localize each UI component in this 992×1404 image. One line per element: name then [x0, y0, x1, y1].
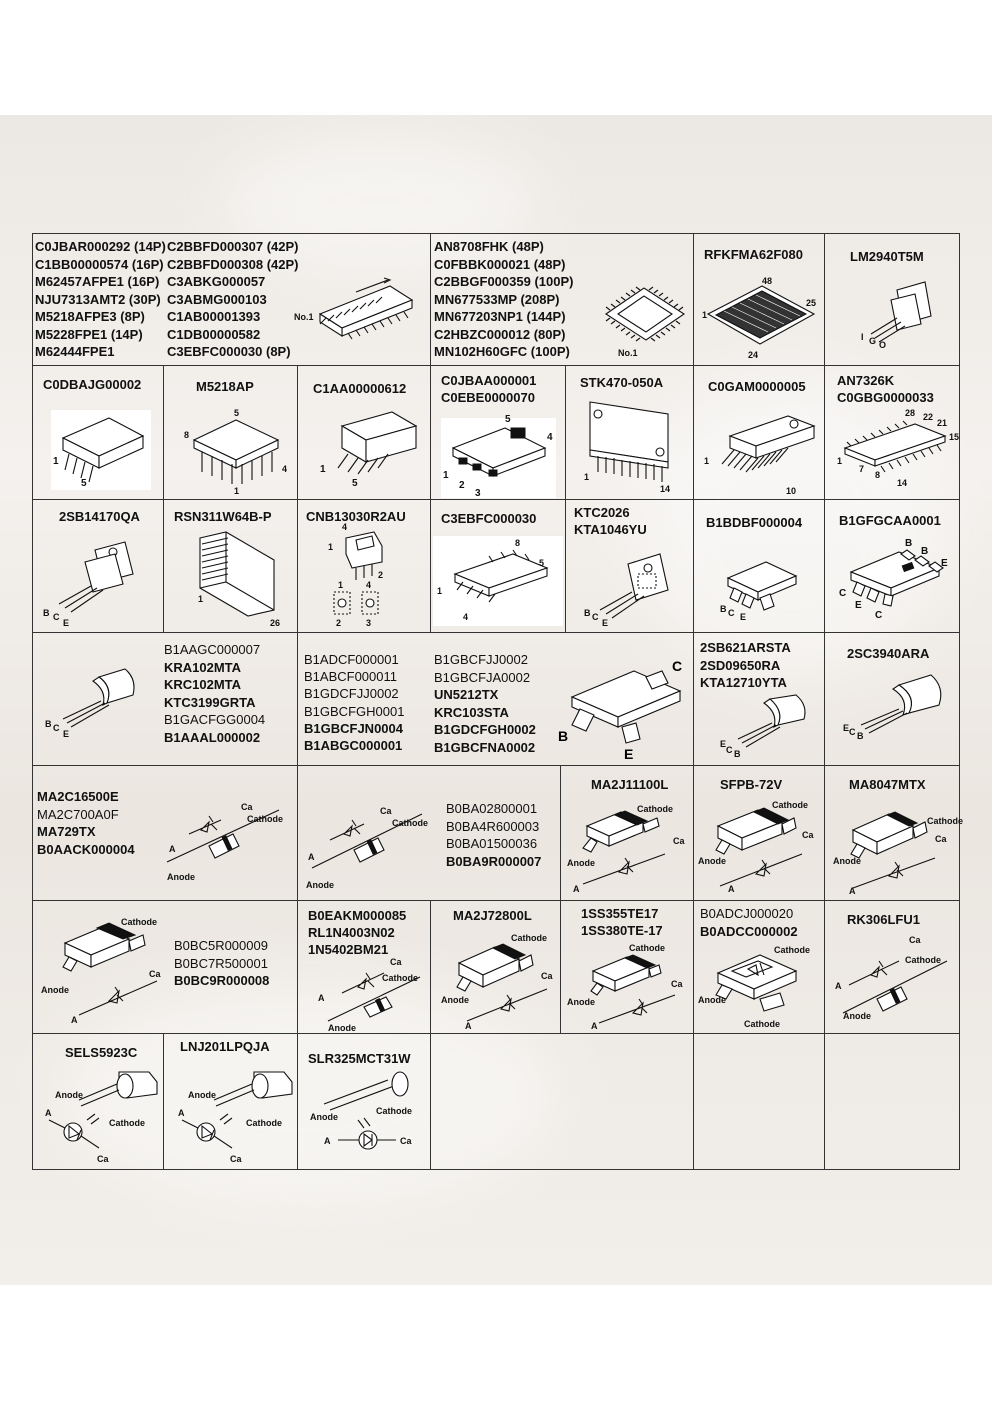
pin-label: I: [861, 332, 864, 342]
ca-label: Ca: [541, 971, 553, 981]
pin-label: 1: [704, 456, 710, 466]
pin-label: C: [875, 610, 883, 621]
pin-label: 1: [437, 586, 443, 596]
cell-rk306: [825, 901, 960, 1034]
part-list-col1: C0JBAR000292 (14P) C1BB00000574 (16P) M62457AFPE1 (16P) NJU7313AMT2 (30P) M5218AFPE3 (8P) M5228FPE1 (14P) M62444FPE1: [35, 239, 166, 359]
cathode-label: Cathode: [121, 917, 157, 927]
pin-label: 1: [443, 470, 449, 481]
pin-label: C: [849, 727, 856, 737]
part-list: MA2C16500E MA2C700A0F MA729TX B0AACK000004: [37, 789, 135, 857]
pin-label: 4: [463, 612, 469, 622]
anode-label: Anode: [843, 1011, 871, 1021]
cell-b0ba-list: [298, 766, 561, 901]
cell-empty: [825, 1034, 960, 1170]
a-label: A: [591, 1021, 598, 1031]
dip-drawing: [174, 406, 294, 496]
pin-label: 4: [342, 522, 348, 532]
part-list: B0EAKM000085 RL1N4003N02 1N5402BM21: [308, 908, 407, 957]
cell-b0adcj: [694, 901, 825, 1034]
pin-label: 5: [234, 408, 240, 418]
led-drawing: [170, 1068, 298, 1168]
pin-label: 5: [505, 414, 511, 425]
to220-drawing: [39, 536, 159, 631]
part-number: LNJ201LPQJA: [180, 1039, 270, 1054]
part-number: C0GAM0000005: [708, 379, 806, 394]
led-drawing: [304, 1070, 429, 1166]
pin-label: E: [63, 618, 70, 628]
pin-label: 1: [837, 456, 843, 466]
cathode-label: Cathode: [927, 816, 963, 826]
pin-label: E: [624, 746, 634, 762]
to92l-drawing: [839, 671, 954, 751]
part-numbers: 1SS355TE17 1SS380TE-17: [581, 906, 663, 938]
smd-ic-drawing: [441, 414, 556, 499]
a-label: A: [849, 886, 856, 896]
a-label: A: [178, 1108, 185, 1118]
anode-label: Anode: [567, 858, 595, 868]
a-label: A: [45, 1108, 52, 1118]
part-list-col1: B1ADCF000001 B1ABCF000011 B1GDCFJJ0002 B1GBCFGH0001 B1GBCFJN0004 B1ABGC000001: [304, 652, 405, 754]
smd-diode-drawing: [833, 802, 963, 898]
cell-ktc2026: [566, 500, 694, 633]
pin-label: E: [855, 600, 862, 611]
anode-label: Anode: [328, 1023, 356, 1033]
pin-label: 1: [702, 310, 708, 320]
smd-diode-drawing: [698, 798, 823, 896]
a-label: A: [835, 981, 842, 991]
cell-b0eakm: [298, 901, 431, 1034]
to92-drawing: [714, 695, 819, 765]
power-smd-diode-drawing: [698, 941, 823, 1033]
ic-drawing: [51, 410, 151, 495]
pin-label: 1: [198, 594, 204, 604]
led-drawing: [39, 1068, 164, 1168]
pin-label: 4: [547, 432, 553, 443]
cell-cnb13030: [298, 500, 431, 633]
ca-label: Ca: [230, 1154, 242, 1164]
pin-label: 2: [378, 570, 384, 580]
pin-label: 1: [234, 486, 240, 496]
cell-ma2c165-list: [33, 766, 298, 901]
cell-ma8047: [825, 766, 963, 901]
pin-label: 3: [475, 488, 481, 499]
pin-label: 10: [786, 486, 797, 496]
cell-ic-list-1: [33, 234, 431, 366]
pin-label: E: [602, 618, 609, 628]
cathode-label: Cathode: [382, 973, 418, 983]
pin-label: 25: [806, 298, 817, 308]
part-list: B1AAGC000007 KRA102MTA KRC102MTA KTC3199GRTA B1GACFGG0004 B1AAAL000002: [164, 642, 266, 745]
pin-label: C: [53, 612, 60, 622]
part-number: SLR325MCT31W: [308, 1051, 411, 1066]
smd-diode-drawing: [567, 802, 692, 897]
part-numbers: KTC2026 KTA1046YU: [574, 505, 647, 537]
pin-label: E: [843, 723, 850, 733]
a-label: A: [728, 884, 735, 894]
pin-label: No.1: [294, 312, 314, 322]
a-label: A: [169, 844, 176, 854]
part-numbers: AN7326K C0GBG0000033: [837, 373, 934, 405]
pin-label: E: [941, 558, 948, 569]
pin-label: C: [672, 658, 683, 674]
part-numbers: C0JBAA000001 C0EBE0000070: [441, 373, 537, 405]
ca-label: Ca: [241, 802, 253, 812]
ca-label: Ca: [400, 1136, 412, 1146]
part-list-col2: C2BBFD000307 (42P) C2BBFD000308 (42P) C3ABKG000057 C3ABMG000103 C1AB00001393 C1DB00000582 C3EBFC000030 (8P): [167, 239, 299, 359]
part-number: CNB13030R2AU: [306, 509, 406, 524]
pin-label: 5: [81, 478, 87, 489]
ca-label: Ca: [97, 1154, 109, 1164]
smd-diode-drawing: [567, 941, 691, 1031]
pin-label: B: [857, 731, 864, 741]
a-label: A: [465, 1021, 472, 1031]
sop-ic-drawing: [294, 266, 418, 356]
anode-label: Anode: [833, 856, 861, 866]
part-number: MA8047MTX: [849, 777, 926, 792]
cell-2sc3940: [825, 633, 960, 766]
cell-sels5923: [33, 1034, 164, 1170]
part-number: STK470-050A: [580, 375, 664, 390]
cell-b1bdbf: [694, 500, 825, 633]
ca-label: Ca: [671, 979, 683, 989]
pin-label: 3: [366, 618, 372, 628]
ca-label: Ca: [673, 836, 685, 846]
axial-diode-drawing: [304, 794, 434, 894]
pin-label: 21: [937, 418, 948, 428]
pin-label: 1: [584, 472, 590, 482]
anode-label: Anode: [441, 995, 469, 1005]
part-list: B0BA02800001 B0BA4R600003 B0BA01500036 B0BA9R000007: [446, 801, 542, 869]
pin-label: E: [720, 739, 727, 749]
pin-label: 2: [336, 618, 342, 628]
cathode-label: Cathode: [511, 933, 547, 943]
pin-label: 4: [282, 464, 288, 474]
flat-package-drawing: [702, 274, 822, 364]
ca-label: Ca: [380, 806, 392, 816]
pin-label: B: [43, 608, 50, 618]
anode-label: Anode: [167, 872, 195, 882]
cathode-label: Cathode: [744, 1019, 780, 1029]
ca-label: Ca: [802, 830, 814, 840]
cathode-label: Cathode: [629, 943, 665, 953]
anode-label: Anode: [567, 997, 595, 1007]
cell-lnj201: [164, 1034, 298, 1170]
anode-label: Anode: [55, 1090, 83, 1100]
cathode-label: Cathode: [772, 800, 808, 810]
part-number: C0DBAJG00002: [43, 377, 142, 392]
pin-label: 5: [352, 478, 358, 489]
cathode-label: Cathode: [246, 1118, 282, 1128]
pin-label: C: [726, 745, 733, 755]
axial-diode-drawing: [312, 955, 430, 1033]
a-label: A: [324, 1136, 331, 1146]
pin-label: 5: [539, 558, 545, 568]
anode-label: Anode: [41, 985, 69, 995]
cell-ma2j111: [561, 766, 694, 901]
cathode-label: Cathode: [905, 955, 941, 965]
part-number: M5218AP: [196, 379, 254, 394]
cell-2sb621: [694, 633, 825, 766]
sop8-drawing: [433, 536, 563, 626]
pin-label: 22: [923, 412, 934, 422]
sip-drawing: [312, 410, 422, 490]
pin-label: 2: [459, 480, 465, 491]
ca-label: Ca: [935, 834, 947, 844]
pin-label: E: [63, 729, 70, 739]
pin-label: 8: [875, 470, 881, 480]
part-list: B0BC5R000009 B0BC7R500001 B0BC9R000008: [174, 938, 270, 988]
anode-label: Anode: [310, 1112, 338, 1122]
pin-label: B: [720, 604, 727, 614]
part-number: RSN311W64B-P: [174, 509, 272, 524]
cell-sfpb72v: [694, 766, 825, 901]
hybrid-ic-drawing: [576, 394, 691, 494]
pin-label: C: [53, 723, 60, 733]
pin-label: 8: [184, 430, 190, 440]
to220-drawing: [845, 282, 945, 362]
pin-label: C: [728, 608, 735, 618]
cathode-label: Cathode: [637, 804, 673, 814]
part-number: 2SB14170QA: [59, 509, 140, 524]
smd-diode-drawing: [437, 929, 561, 1031]
cathode-label: Cathode: [109, 1118, 145, 1128]
cell-1ss355: [561, 901, 694, 1034]
pin-label: No.1: [618, 348, 638, 358]
to92-drawing: [43, 663, 153, 753]
ca-label: Ca: [909, 935, 921, 945]
pin-label: C: [839, 588, 847, 599]
cell-ma2j728: [431, 901, 561, 1034]
part-list: B0ADCJ000020 B0ADCC000002: [700, 906, 798, 939]
pin-label: 15: [949, 432, 960, 442]
cell-b1gfgcaa: [825, 500, 960, 633]
a-label: A: [318, 993, 325, 1003]
cathode-label: Cathode: [247, 814, 283, 824]
ca-label: Ca: [390, 957, 402, 967]
cathode-label: Cathode: [392, 818, 428, 828]
pin-label: O: [879, 340, 887, 350]
axial-diode-drawing: [163, 796, 293, 896]
power-sip-drawing: [702, 406, 822, 496]
ca-label: Ca: [149, 969, 161, 979]
pin-label: 4: [366, 580, 372, 590]
smd-transistor-drawing: [835, 538, 955, 628]
cell-2sb1417: [33, 500, 164, 633]
cell-rfkfma: [694, 234, 825, 366]
part-number: MA2J72800L: [453, 908, 532, 923]
pin-label: B: [584, 608, 591, 618]
pin-label: 8: [515, 538, 521, 548]
cell-slr325: [298, 1034, 431, 1170]
a-label: A: [308, 852, 315, 862]
pin-label: G: [869, 336, 877, 346]
part-number: B1GFGCAA0001: [839, 513, 941, 528]
hybrid-module-drawing: [178, 530, 293, 630]
a-label: A: [71, 1015, 78, 1025]
cell-empty: [431, 1034, 694, 1170]
pin-label: 28: [905, 408, 916, 418]
part-list-col2: B1GBCFJJ0002 B1GBCFJA0002 UN5212TX KRC103STA B1GDCFGH0002 B1GBCFNA0002: [434, 652, 536, 755]
part-number: 2SC3940ARA: [847, 646, 930, 661]
pin-label: 1: [320, 464, 326, 475]
pin-label: B: [921, 546, 929, 557]
cathode-label: Cathode: [376, 1106, 412, 1116]
part-numbers: 2SB621ARSTA 2SD09650RA KTA12710YTA: [700, 640, 791, 690]
part-number: RK306LFU1: [847, 912, 920, 927]
cell-rsn311: [164, 500, 298, 633]
cell-lm2940: [825, 234, 960, 366]
anode-label: Anode: [698, 856, 726, 866]
part-number: RFKFMA62F080: [704, 247, 803, 262]
pin-label: 48: [762, 276, 773, 286]
pin-label: 7: [859, 464, 865, 474]
cell-m5218ap: [164, 366, 298, 500]
cell-b1adcf-list: [298, 633, 694, 766]
sot89-drawing: [714, 548, 814, 628]
part-number: B1BDBF000004: [706, 515, 803, 530]
pin-label: 1: [53, 456, 59, 467]
cathode-label: Cathode: [774, 945, 810, 955]
pin-label: 24: [748, 350, 759, 360]
cell-empty: [694, 1034, 825, 1170]
pin-label: B: [45, 719, 52, 729]
part-list: AN8708FHK (48P) C0FBBK000021 (48P) C2BBGF000359 (100P) MN677533MP (208P) MN677203NP1 (144P) C2HBZC000012 (80P) MN102H60GFC (100P): [434, 239, 574, 359]
pin-label: B: [558, 728, 569, 744]
anode-label: Anode: [306, 880, 334, 890]
sot23-drawing: [560, 651, 690, 761]
cell-c1aa: [298, 366, 431, 500]
to220f-drawing: [576, 544, 686, 629]
cell-c0dbajg: [33, 366, 164, 500]
part-number: MA2J11100L: [591, 777, 669, 792]
part-number: LM2940T5M: [850, 249, 924, 264]
cell-ic-list-2: [431, 234, 694, 366]
part-number: C1AA00000612: [313, 381, 407, 396]
pin-label: 14: [897, 478, 908, 488]
pin-label: B: [905, 538, 913, 549]
cell-an7326k: [825, 366, 960, 500]
anode-label: Anode: [188, 1090, 216, 1100]
cell-c0jbaa: [431, 366, 566, 500]
pin-label: E: [740, 612, 747, 622]
smd-diode-drawing: [39, 911, 169, 1029]
part-number: SFPB-72V: [720, 777, 783, 792]
a-label: A: [573, 884, 580, 894]
pin-label: 1: [338, 580, 344, 590]
component-table: [32, 233, 963, 1170]
axial-diode-drawing: [829, 933, 957, 1029]
photo-interrupter-drawing: [322, 522, 412, 630]
cell-c0gam: [694, 366, 825, 500]
pin-label: 26: [270, 618, 281, 628]
sop28-drawing: [835, 408, 960, 492]
cell-c3ebfc: [431, 500, 566, 633]
qfp-ic-drawing: [596, 274, 691, 359]
part-number: C3EBFC000030: [441, 511, 537, 526]
cell-b0bc-list: [33, 901, 298, 1034]
pin-label: C: [592, 612, 599, 622]
part-number: SELS5923C: [65, 1045, 138, 1060]
pin-label: 1: [328, 542, 334, 552]
pin-label: B: [734, 749, 741, 759]
cell-stk470: [566, 366, 694, 500]
anode-label: Anode: [698, 995, 726, 1005]
pin-label: 14: [660, 484, 671, 494]
cell-b1aagc-list: [33, 633, 298, 766]
